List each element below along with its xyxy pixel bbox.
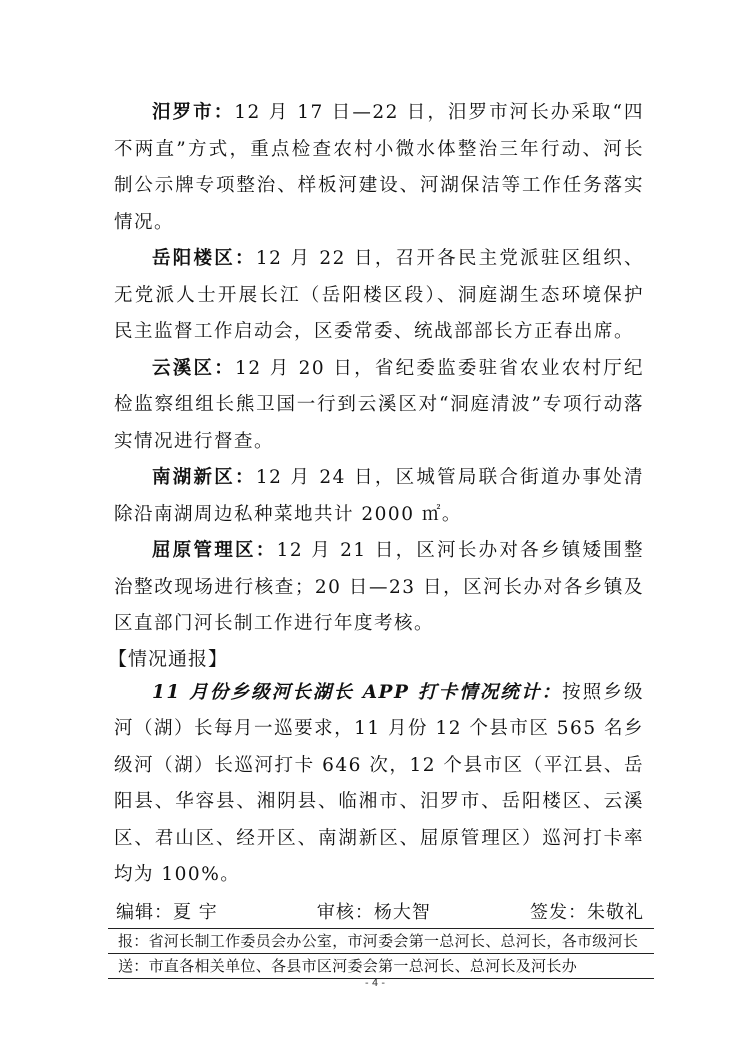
- paragraph-text: 12 月 20 日，省纪委监委驻省农业农村厅纪检监察组组长熊卫国一行到云溪区对“洞庭清波”专项行动落实情况进行督查。: [114, 357, 644, 452]
- issuer-label: 签发：朱敬礼: [529, 902, 644, 923]
- paragraph-label: 屈原管理区：: [152, 540, 277, 561]
- paragraph-text: 12 月 22 日，召开各民主党派驻区组织、无党派人士开展长江（岳阳楼区段）、洞庭湖生态环境保护民主监督工作启动会，区委常委、统战部部长方正春出席。: [114, 248, 644, 342]
- reviewer-label: 审核：杨大智: [316, 902, 431, 923]
- paragraph-label: 南湖新区：: [152, 467, 256, 488]
- report-to-line: 报：省河长制工作委员会办公室，市河委会第一总河长、总河长，各市级河长: [118, 932, 639, 950]
- editor-label: 编辑：夏 宇: [116, 902, 218, 923]
- paragraph-yueyanglou: [114, 241, 644, 351]
- bulletin-content: [108, 95, 644, 894]
- paragraph-text: 12 月 17 日—22 日，汨罗市河长办采取“四不两直”方式，重点检查农村小微水体整治三年行动、河长制公示牌专项整治、样板河建设、河湖保洁等工作任务落实情况。: [114, 102, 644, 233]
- paragraph-label: 云溪区：: [152, 357, 236, 379]
- document-footer: [108, 900, 654, 979]
- paragraph-app-stats: [114, 675, 644, 894]
- signature-row: [108, 900, 654, 928]
- paragraph-text: 按照乡级河（湖）长每月一巡要求，11 月份 12 个县市区 565 名乡级河（湖）长巡河打卡 646 次，12 个县市区（平江县、岳阳县、华容县、湘阴县、临湘市、汨罗市、岳阳楼区、云溪区、君山区、经开区、南湖新区、屈原管理区）巡河打卡率均为 100%。: [114, 681, 644, 885]
- paragraph-label: 汨罗市：: [152, 102, 235, 123]
- paragraph-label: 11 月份乡级河长湖长 APP 打卡情况统计：: [152, 681, 563, 703]
- paragraph-miluo: [114, 95, 644, 241]
- paragraph-text: 12 月 24 日，区城管局联合街道办事处清除沿南湖周边私种菜地共计 2000 ㎡。: [114, 467, 644, 525]
- paragraph-nanhu: [114, 460, 644, 533]
- page-number: - 4 -: [365, 978, 385, 989]
- send-to-line: 送：市直各相关单位、各县市区河委会第一总河长、总河长及河长办: [118, 957, 578, 975]
- paragraph-yunxi: [114, 351, 644, 461]
- paragraph-quyuan: [114, 533, 644, 643]
- paragraph-text: 12 月 21 日，区河长办对各乡镇矮围整治整改现场进行核查；20 日—23 日，区河长办对各乡镇及区直部门河长制工作进行年度考核。: [114, 540, 644, 634]
- section-heading: 【情况通报】: [108, 647, 229, 670]
- paragraph-label: 岳阳楼区：: [152, 248, 256, 269]
